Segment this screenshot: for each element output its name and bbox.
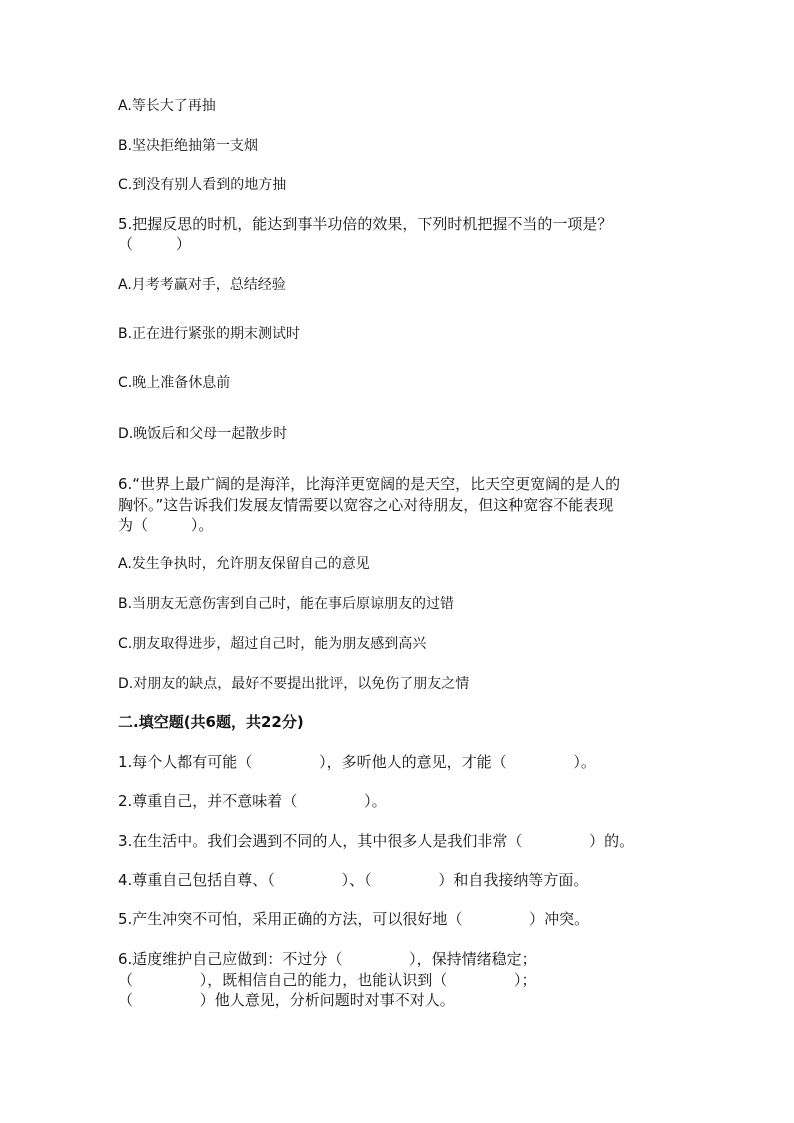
q4-option-b: B.坚决拒绝抽第一支烟: [118, 138, 259, 154]
fill-item-5: 5.产生冲突不可怕，采用正确的方法，可以很好地（ ）冲突。: [118, 910, 590, 928]
q6-option-a: A.发生争执时，允许朋友保留自己的意见: [118, 556, 370, 572]
fill-item-6-line-3: （ ）他人意见，分析问题时对事不对人。: [118, 991, 455, 1009]
fill-item-4: 4.尊重自己包括自尊、（ ）、（ ）和自我接纳等方面。: [118, 871, 589, 889]
q4-option-a: A.等长大了再抽: [118, 98, 216, 114]
q5-option-d: D.晚饭后和父母一起散步时: [118, 426, 288, 442]
q5-option-c: C.晚上准备休息前: [118, 375, 231, 391]
fill-item-1: 1.每个人都有可能（ ），多听他人的意见，才能（ ）。: [118, 753, 596, 771]
q5-option-b: B.正在进行紧张的期末测试时: [118, 326, 301, 342]
q6-option-d: D.对朋友的缺点，最好不要提出批评，以免伤了朋友之情: [118, 676, 470, 692]
fill-item-3: 3.在生活中。我们会遇到不同的人，其中很多人是我们非常（ ）的。: [118, 832, 635, 850]
q5-option-a: A.月考考赢对手，总结经验: [118, 277, 286, 293]
q6-stem-line-2: 胸怀。”这告诉我们发展友情需要以宽容之心对待朋友，但这种宽容不能表现: [118, 496, 614, 514]
fill-item-2: 2.尊重自己，并不意味着（ ）。: [118, 792, 387, 810]
q4-option-c: C.到没有别人看到的地方抽: [118, 177, 287, 193]
q6-stem-line-3: 为（ ）。: [118, 516, 214, 534]
q6-option-b: B.当朋友无意伤害到自己时，能在事后原谅朋友的过错: [118, 596, 455, 612]
q6-stem-line-1: 6.“世界上最广阔的是海洋，比海洋更宽阔的是天空，比天空更宽阔的是人的: [118, 475, 621, 493]
section-title-fill-in: 二.填空题(共6题，共22分): [118, 713, 304, 731]
q5-stem-line-1: 5.把握反思的时机，能达到事半功倍的效果，下列时机把握不当的一项是？: [118, 215, 613, 233]
fill-item-6-line-1: 6.适度维护自己应做到：不过分（ ），保持情绪稳定；: [118, 950, 537, 968]
fill-item-6-line-2: （ ），既相信自己的能力，也能认识到（ ）；: [118, 971, 537, 989]
q5-stem-line-2: （ ）: [118, 235, 191, 253]
q6-option-c: C.朋友取得进步，超过自己时，能为朋友感到高兴: [118, 636, 427, 652]
